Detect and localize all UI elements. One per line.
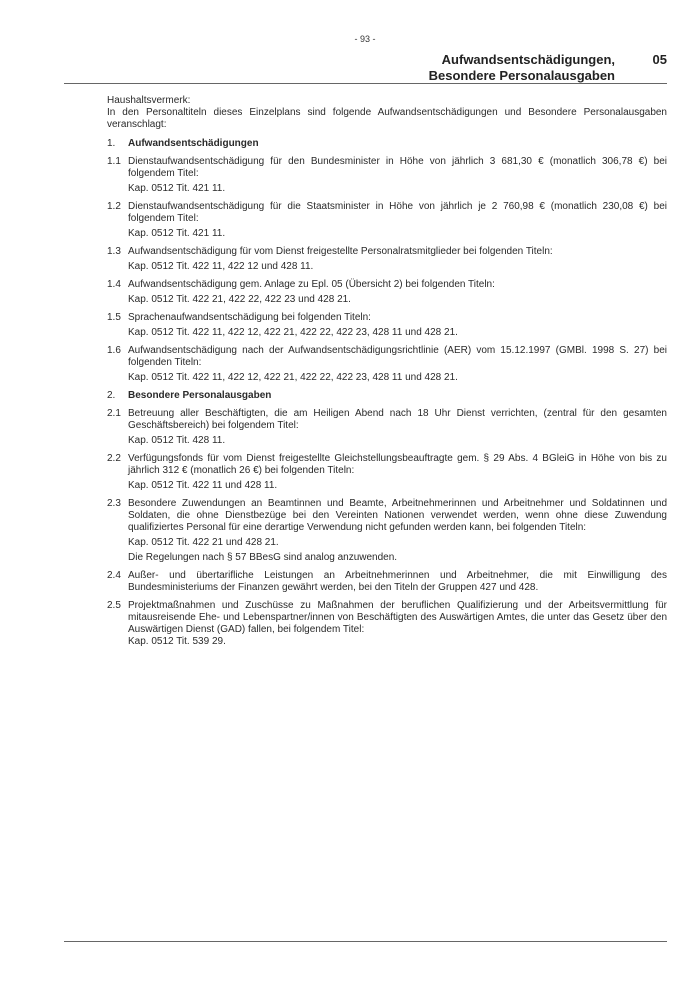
page-number: - 93 -	[354, 34, 376, 44]
item-text: Außer- und übertarifliche Leistungen an Arbeitnehmerinnen und Arbeitnehmer, die mit Einwilligung des Bundesministeriums der Finanzen gewährt werden, bei den Titeln der Gruppen 427 und 428.	[128, 570, 667, 593]
item-reference: Kap. 0512 Tit. 428 11.	[128, 435, 226, 446]
item-text: Dienstaufwandsentschädigung für die Staatsminister in Höhe von jährlich je 2 760,98 € (monatlich 230,08 €) bei folgendem Titel:	[128, 201, 667, 224]
item-text: Dienstaufwandsentschädigung für den Bundesminister in Höhe von jährlich 3 681,30 € (monatlich 306,78 €) bei folgendem Titel:	[128, 156, 667, 179]
item-text: Betreuung aller Beschäftigten, die am Heiligen Abend nach 18 Uhr Dienst verrichten, (zentral für den gesamten Geschäftsbereich) bei folgendem Titel:	[128, 408, 667, 431]
item-number: 2.1	[107, 408, 121, 419]
item-text: Aufwandsentschädigung nach der Aufwandsentschädigungsrichtlinie (AER) vom 15.12.1997 (GMBl. 1998 S. 27) bei folgenden Titeln:	[128, 345, 667, 368]
list-item	[107, 246, 667, 273]
header-title	[429, 52, 615, 84]
section-number: 2.	[107, 390, 116, 401]
list-item	[107, 156, 667, 195]
page-header	[64, 52, 667, 84]
list-item	[107, 498, 667, 564]
item-reference: Kap. 0512 Tit. 422 21, 422 22, 422 23 und 428 21.	[128, 294, 351, 305]
list-item	[107, 570, 667, 594]
item-reference: Kap. 0512 Tit. 422 11, 422 12 und 428 11.	[128, 261, 314, 272]
item-number: 1.4	[107, 279, 121, 290]
section-heading	[107, 138, 667, 150]
item-reference: Kap. 0512 Tit. 422 11, 422 12, 422 21, 422 22, 422 23, 428 11 und 428 21.	[128, 327, 458, 338]
item-number: 1.2	[107, 201, 121, 212]
item-number: 2.3	[107, 498, 121, 509]
list-item	[107, 345, 667, 384]
item-number: 2.4	[107, 570, 121, 581]
item-reference: Kap. 0512 Tit. 421 11.	[128, 228, 226, 239]
intro-text: In den Personaltiteln dieses Einzelplans sind folgende Aufwandsentschädigungen und Besondere Personalausgaben veranschlagt:	[107, 107, 667, 130]
list-item	[107, 201, 667, 240]
item-number: 1.3	[107, 246, 121, 257]
list-item	[107, 408, 667, 447]
intro-label: Haushaltsvermerk:	[107, 95, 191, 106]
footer-divider	[64, 941, 667, 942]
item-number: 2.5	[107, 600, 121, 611]
header-title-line2: Besondere Personalausgaben	[428, 68, 615, 83]
list-item	[107, 312, 667, 339]
list-item	[107, 279, 667, 306]
item-text: Aufwandsentschädigung für vom Dienst freigestellte Personalratsmitglieder bei folgenden Titeln:	[128, 246, 553, 257]
section-heading	[107, 390, 667, 402]
section-number: 1.	[107, 138, 116, 149]
item-text: Projektmaßnahmen und Zuschüsse zu Maßnahmen der beruflichen Qualifizierung und der Arbeitsvermittlung für mitausreisende Ehe- und Lebenspartner/innen von Beschäftigten des Auswärtigen Amtes, die unter das Gesetz über den Auswärtigen Dienst (GAD) fallen, bei folgendem Titel:	[128, 600, 667, 635]
list-item	[107, 600, 667, 648]
chapter-number: 05	[652, 52, 667, 67]
header-divider	[64, 83, 667, 84]
item-reference: Kap. 0512 Tit. 539 29.	[128, 636, 226, 647]
item-number: 1.5	[107, 312, 121, 323]
item-number: 1.6	[107, 345, 121, 356]
header-title-line1: Aufwandsentschädigungen,	[441, 52, 615, 67]
item-reference: Kap. 0512 Tit. 422 11 und 428 11.	[128, 480, 278, 491]
section-title: Besondere Personalausgaben	[128, 390, 272, 401]
list-item	[107, 453, 667, 492]
item-text: Verfügungsfonds für vom Dienst freigestellte Gleichstellungsbeauftragte gem. § 29 Abs. 4 BGleiG in Höhe von bis zu jährlich 312 € (monatlich 26 €) bei folgenden Titeln:	[128, 453, 667, 476]
item-reference: Kap. 0512 Tit. 422 11, 422 12, 422 21, 422 22, 422 23, 428 11 und 428 21.	[128, 372, 458, 383]
item-reference: Kap. 0512 Tit. 421 11.	[128, 183, 226, 194]
document-body	[107, 95, 667, 654]
item-text: Sprachenaufwandsentschädigung bei folgenden Titeln:	[128, 312, 371, 323]
section-title: Aufwandsentschädigungen	[128, 138, 259, 149]
item-number: 2.2	[107, 453, 121, 464]
item-number: 1.1	[107, 156, 121, 167]
item-text: Besondere Zuwendungen an Beamtinnen und Beamte, Arbeitnehmerinnen und Arbeitnehmer und Soldatinnen und Soldaten, die ohne Dienstbezüge bei den Vereinten Nationen verwendet werden, wenn ohne diese Zuwendung qualifiziertes Personal für eine derartige Verwendung nicht gefunden werden kann, bei folgenden Titeln:	[128, 498, 667, 533]
item-text: Aufwandsentschädigung gem. Anlage zu Epl. 05 (Übersicht 2) bei folgenden Titeln:	[128, 279, 495, 290]
item-reference: Kap. 0512 Tit. 422 21 und 428 21.	[128, 537, 279, 548]
item-note: Die Regelungen nach § 57 BBesG sind analog anzuwenden.	[128, 552, 398, 563]
